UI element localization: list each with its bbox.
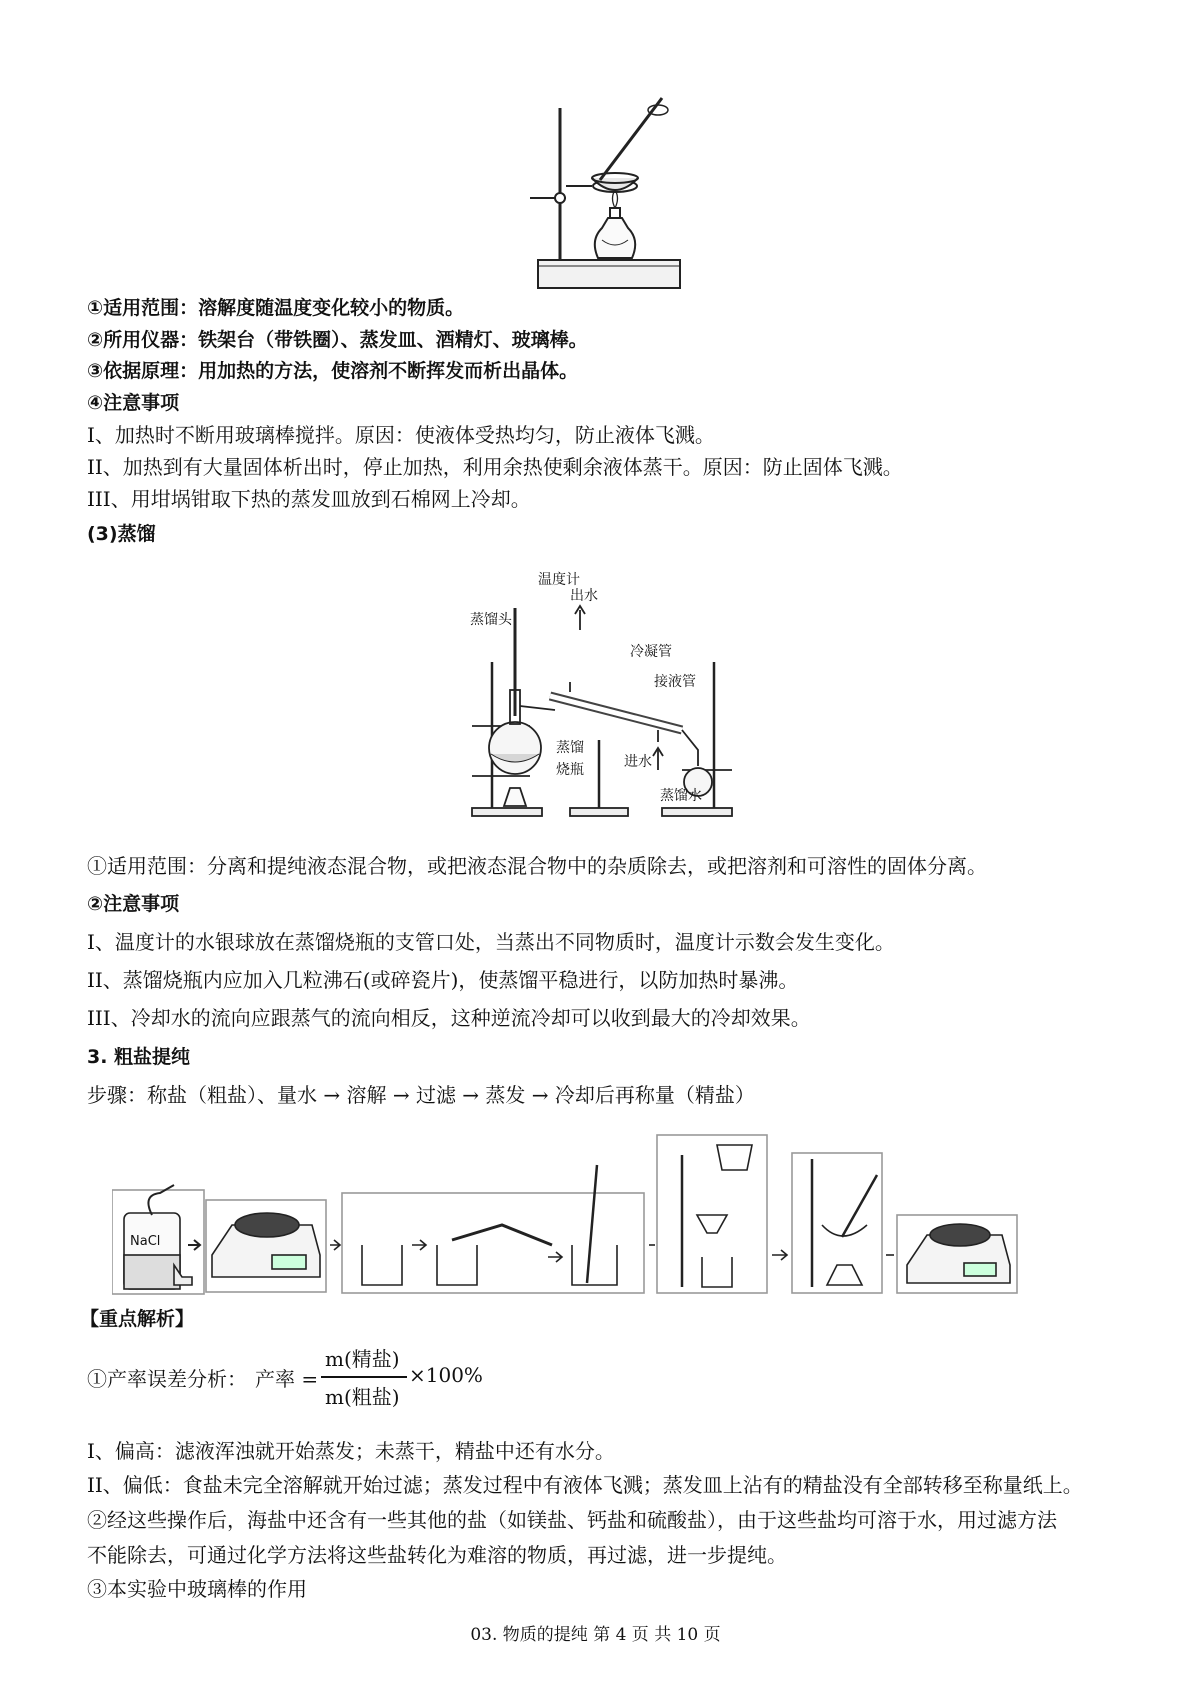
- evaporation-notes-heading: ④注意事项: [87, 392, 180, 414]
- distillation-note: II、蒸馏烧瓶内应加入几粒沸石(或碎瓷片)，使蒸馏平稳进行，以防加热时暴沸。: [87, 968, 799, 992]
- fraction-bar: [321, 1376, 407, 1378]
- distillation-note: III、冷却水的流向应跟蒸气的流向相反，这种逆流冷却可以收到最大的冷却效果。: [87, 1006, 811, 1030]
- evaporation-instruments: ②所用仪器：铁架台（带铁圈）、蒸发皿、酒精灯、玻璃棒。: [87, 329, 588, 351]
- page-footer: 03. 物质的提纯 第 4 页 共 10 页: [470, 1625, 721, 1645]
- salt-purification-figure: [112, 1115, 1092, 1295]
- distillation-note: I、温度计的水银球放在蒸馏烧瓶的支管口处，当蒸出不同物质时，温度计示数会发生变化。: [87, 930, 895, 954]
- label-flask-line1: 蒸馏: [556, 740, 584, 756]
- remaining-salts-line1: ②经这些操作后，海盐中还含有一些其他的盐（如镁盐、钙盐和硫酸盐），由于这些盐均可溶于水，用过滤方法: [87, 1508, 1057, 1532]
- yield-denominator: m(粗盐): [325, 1385, 400, 1409]
- evaporation-note: I、加热时不断用玻璃棒搅拌。原因：使液体受热均匀，防止液体飞溅。: [87, 423, 715, 447]
- label-thermometer: 温度计: [538, 572, 580, 588]
- label-flask-line2: 烧瓶: [556, 762, 584, 778]
- error-low: II、偏低：食盐未完全溶解就开始过滤；蒸发过程中有液体飞溅；蒸发皿上沾有的精盐没有全部转移至称量纸上。: [87, 1473, 1083, 1497]
- distillation-notes-heading: ②注意事项: [87, 893, 180, 915]
- glass-rod-role: ③本实验中玻璃棒的作用: [87, 1577, 307, 1601]
- evaporation-apparatus-figure: [530, 90, 690, 300]
- evaporation-principle: ③依据原理：用加热的方法，使溶剂不断挥发而析出晶体。: [87, 360, 579, 382]
- crude-salt-heading: 3. 粗盐提纯: [87, 1046, 191, 1068]
- distillation-apparatus-figure: [470, 570, 740, 820]
- key-analysis-heading: 【重点解析】: [80, 1308, 195, 1330]
- label-distilled-water: 蒸馏水: [660, 788, 702, 804]
- remaining-salts-line2: 不能除去，可通过化学方法将这些盐转化为难溶的物质，再过滤，进一步提纯。: [87, 1543, 787, 1567]
- evaporation-note: III、用坩埚钳取下热的蒸发皿放到石棉网上冷却。: [87, 487, 531, 511]
- yield-numerator: m(精盐): [325, 1347, 400, 1371]
- yield-multiplier: ×100%: [409, 1363, 483, 1387]
- evaporation-note: II、加热到有大量固体析出时，停止加热，利用余热使剩余液体蒸干。原因：防止固体飞溅。: [87, 455, 903, 479]
- yield-name: 产率 =: [255, 1367, 319, 1391]
- label-water-out: 出水: [570, 588, 598, 604]
- crude-salt-steps: 步骤：称盐（粗盐）、量水 → 溶解 → 过滤 → 蒸发 → 冷却后再称量（精盐）: [87, 1083, 755, 1107]
- distillation-scope: ①适用范围：分离和提纯液态混合物，或把液态混合物中的杂质除去，或把溶剂和可溶性的固体分离。: [87, 854, 987, 878]
- distillation-heading: (3)蒸馏: [87, 523, 156, 545]
- label-adapter: 接液管: [654, 674, 696, 690]
- error-high: I、偏高：滤液浑浊就开始蒸发；未蒸干，精盐中还有水分。: [87, 1439, 615, 1463]
- label-condenser: 冷凝管: [630, 644, 672, 660]
- label-distillation-head: 蒸馏头: [470, 612, 512, 628]
- nacl-label: NaCl: [130, 1234, 161, 1249]
- evaporation-scope: ①适用范围：溶解度随温度变化较小的物质。: [87, 297, 465, 319]
- label-water-in: 进水: [624, 754, 652, 770]
- yield-prefix: ①产率误差分析：: [87, 1367, 247, 1391]
